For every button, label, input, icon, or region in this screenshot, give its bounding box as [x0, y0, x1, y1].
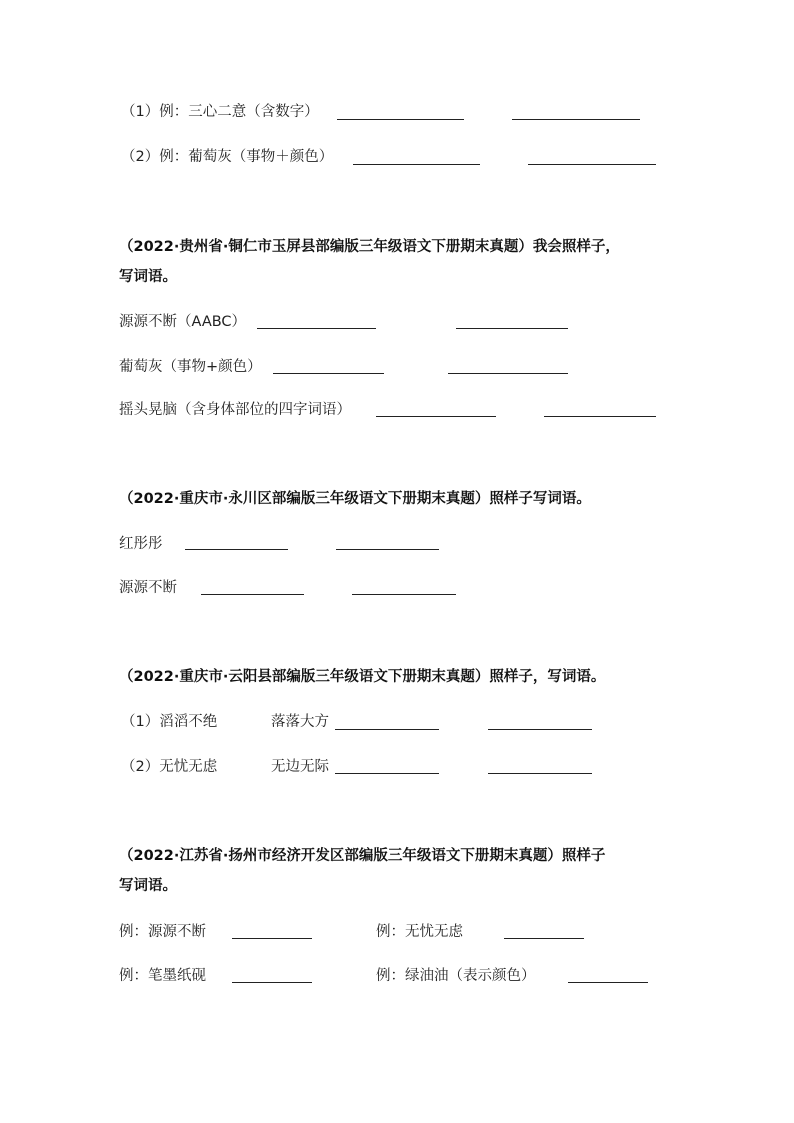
answer-blank[interactable]: [335, 729, 439, 730]
exercise-item: 源源不断: [119, 580, 177, 596]
answer-blank[interactable]: [335, 773, 439, 774]
question-heading-cont: 写词语。: [119, 269, 177, 285]
exercise-item: 例：源源不断: [119, 924, 206, 940]
answer-blank[interactable]: [201, 594, 304, 595]
exercise-item: 源源不断（AABC）: [119, 314, 247, 330]
exercise-item: 无边无际: [271, 759, 329, 775]
answer-blank[interactable]: [488, 773, 592, 774]
answer-blank[interactable]: [456, 328, 568, 329]
answer-blank[interactable]: [232, 982, 312, 983]
exercise-item: （1）例：三心二意（含数字）: [121, 104, 319, 120]
answer-blank[interactable]: [337, 119, 464, 120]
exercise-item-label: （1）滔滔不绝: [121, 714, 218, 730]
question-heading: （2022·江苏省·扬州市经济开发区部编版三年级语文下册期末真题）照样子: [119, 848, 606, 864]
answer-blank[interactable]: [528, 164, 656, 165]
answer-blank[interactable]: [257, 328, 376, 329]
exercise-item: 例：绿油油（表示颜色）: [376, 968, 536, 984]
answer-blank[interactable]: [353, 164, 480, 165]
exercise-item: 红彤彤: [119, 536, 163, 552]
exercise-item: 摇头晃脑（含身体部位的四字词语）: [119, 402, 351, 418]
exercise-item: （2）例：葡萄灰（事物＋颜色）: [121, 149, 334, 165]
answer-blank[interactable]: [232, 938, 312, 939]
answer-blank[interactable]: [568, 982, 648, 983]
exercise-item: 葡萄灰（事物+颜色）: [119, 359, 262, 375]
answer-blank[interactable]: [504, 938, 584, 939]
answer-blank[interactable]: [376, 416, 496, 417]
answer-blank[interactable]: [544, 416, 656, 417]
answer-blank[interactable]: [185, 549, 288, 550]
question-heading: （2022·重庆市·云阳县部编版三年级语文下册期末真题）照样子，写词语。: [119, 669, 606, 685]
answer-blank[interactable]: [336, 549, 439, 550]
question-heading-cont: 写词语。: [119, 878, 177, 894]
exercise-item: 例：无忧无虑: [376, 924, 463, 940]
exercise-item-label: （2）无忧无虑: [121, 759, 218, 775]
exercise-item: 落落大方: [271, 714, 329, 730]
answer-blank[interactable]: [273, 373, 384, 374]
answer-blank[interactable]: [512, 119, 640, 120]
question-heading: （2022·重庆市·永川区部编版三年级语文下册期末真题）照样子写词语。: [119, 491, 591, 507]
answer-blank[interactable]: [352, 594, 456, 595]
answer-blank[interactable]: [488, 729, 592, 730]
question-heading: （2022·贵州省·铜仁市玉屏县部编版三年级语文下册期末真题）我会照样子，: [119, 239, 620, 255]
exercise-item: 例：笔墨纸砚: [119, 968, 206, 984]
answer-blank[interactable]: [448, 373, 568, 374]
